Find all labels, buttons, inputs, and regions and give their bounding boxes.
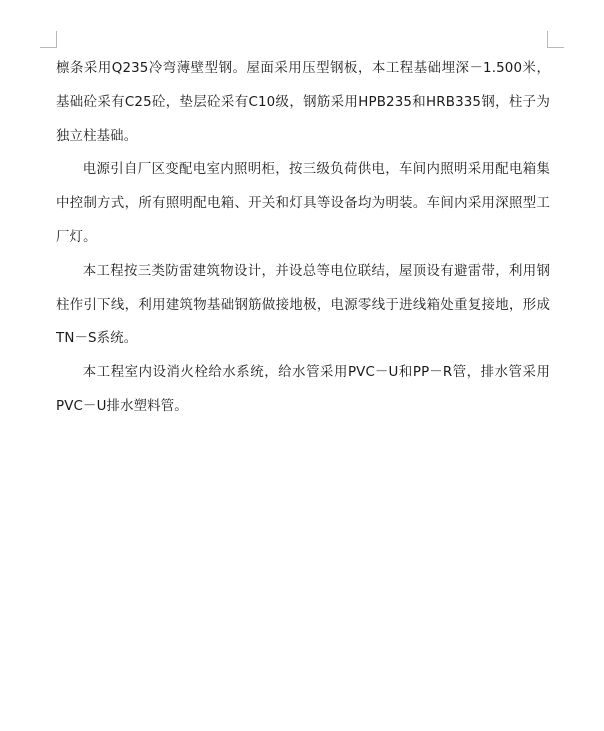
paragraph-electrical: 电源引自厂区变配电室内照明柜，按三级负荷供电，车间内照明采用配电箱集中控制方式，所有照明配电箱、开关和灯具等设备均为明装。车间内采用深照型工厂灯。 bbox=[56, 162, 550, 245]
paragraph-water-supply: 本工程室内设消火栓给水系统，给水管采用PVC－U和PP－R管，排水管采用PVC－U排水塑料管。 bbox=[56, 365, 550, 414]
document-body bbox=[56, 52, 550, 424]
paragraph-structure: 檩条采用Q235冷弯薄壁型钢。屋面采用压型钢板，本工程基础埋深－1.500米，基础砼采有C25砼，垫层砼采有C10级，钢筋采用HPB235和HRB335钢，柱子为独立柱基础。 bbox=[56, 61, 550, 144]
margin-marker-top-left bbox=[40, 31, 57, 48]
paragraph-lightning-protection: 本工程按三类防雷建筑物设计，并设总等电位联结，屋顶设有避雷带，利用钢柱作引下线，利用建筑物基础钢筋做接地极，电源零线于进线箱处重复接地，形成TN－S系统。 bbox=[56, 263, 550, 347]
margin-marker-top-right bbox=[547, 31, 564, 48]
